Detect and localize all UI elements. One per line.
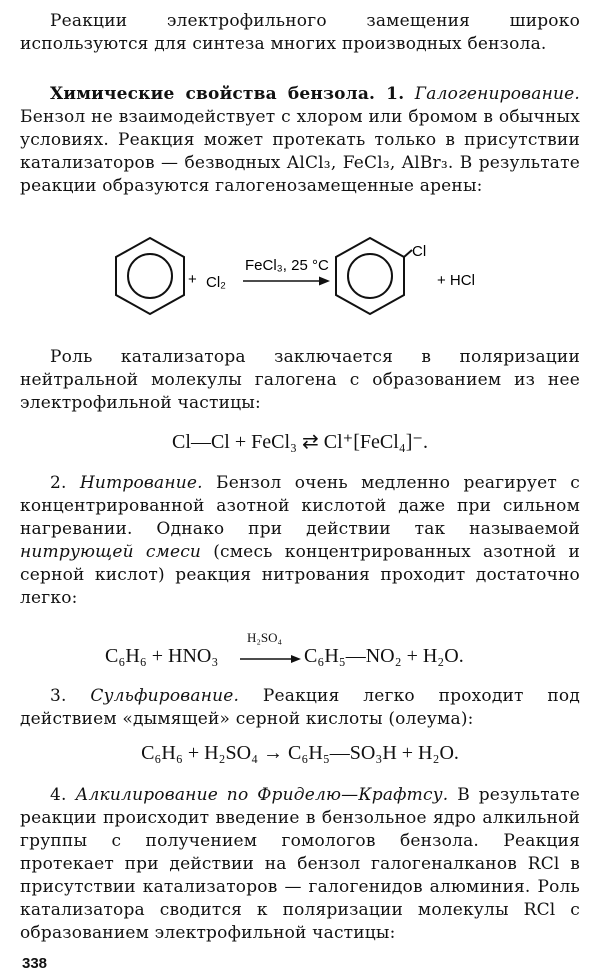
sulfonation-paragraph: [20, 685, 580, 731]
alkylation-label: Алкилирование по Фриделю—Крафтсу.: [75, 785, 449, 805]
nitration-label: Нитрование.: [79, 473, 203, 493]
reaction-condition: FeCl₃, 25 °C: [245, 257, 329, 274]
nitrating-mixture-term: нитрующей смеси: [20, 542, 202, 562]
halogenation-paragraph: [20, 83, 580, 198]
nitration-lhs: C₆H₆ + HNO₃: [105, 645, 219, 667]
halogenation-scheme: [0, 232, 600, 320]
sulfonation-number: 3.: [50, 686, 67, 706]
alkylation-number: 4.: [50, 785, 67, 805]
nitration-number: 2.: [50, 473, 67, 493]
hcl-product: + HCl: [437, 272, 475, 289]
sulfonation-text: Реакция легко проходит под действием «дымящей» серной кислоты (олеума):: [20, 686, 581, 729]
nitration-paragraph: [20, 472, 580, 610]
alkylation-text: В результате реакции происходит введение в бензольное ядро алкильной группы с получением гомологов бензола. Реакция протекает при действии на бензол галогеналканов RCl в присутствии катализаторов — галогенидов алюминия. Роль катализатора сводится к поляризации молекулы RCl с образованием электрофильной частицы:: [20, 785, 580, 943]
page-number: 338: [22, 955, 48, 972]
catalyst-paragraph: Роль катализатора заключается в поляризации нейтральной молекулы галогена с образованием из нее электрофильной частицы:: [20, 347, 580, 413]
benzene-ring-icon: [116, 238, 184, 314]
chlorine-substituent: Cl: [412, 243, 427, 260]
plus-sign: +: [188, 271, 197, 288]
nitration-condition: H₂SO₄: [247, 630, 283, 645]
reaction-arrowhead: [319, 277, 330, 286]
nitration-arrow: [240, 652, 302, 666]
chlorobenzene-icon: [336, 238, 412, 314]
alkylation-paragraph: [20, 784, 580, 945]
sulfonation-label: Сульфирование.: [90, 686, 240, 706]
nitration-text-2: (смесь концентрированных азотной и серной кислот) реакция нитрования проходит достаточно легко:: [20, 542, 580, 608]
halogenation-text: Бензол не взаимодействует с хлором или бромом в обычных условиях. Реакция может протекать только в присутствии катализаторов — безводных AlCl₃, FeCl₃, AlBr₃. В результате реакции образуются галогенозамещенные арены:: [20, 107, 580, 196]
chlorine-reagent: Cl₂: [206, 274, 226, 291]
section-heading: Химические свойства бензола. 1.: [50, 84, 405, 104]
polarization-equation: Cl—Cl + FeCl₃ ⇄ Cl⁺[FeCl₄]⁻.: [172, 431, 428, 453]
sulfonation-equation: C₆H₆ + H₂SO₄ → C₆H₅—SO₃H + H₂O.: [141, 742, 459, 764]
nitration-rhs: C₆H₅—NO₂ + H₂O.: [304, 645, 464, 667]
intro-paragraph: Реакции электрофильного замещения широко используются для синтеза многих производных бензола.: [20, 11, 580, 54]
nitration-text-1: Бензол очень медленно реагирует с концентрированной азотной кислотой даже при сильном нагревании. Однако при действии так называемой: [20, 473, 580, 539]
halogenation-label: Галогенирование.: [414, 84, 580, 104]
